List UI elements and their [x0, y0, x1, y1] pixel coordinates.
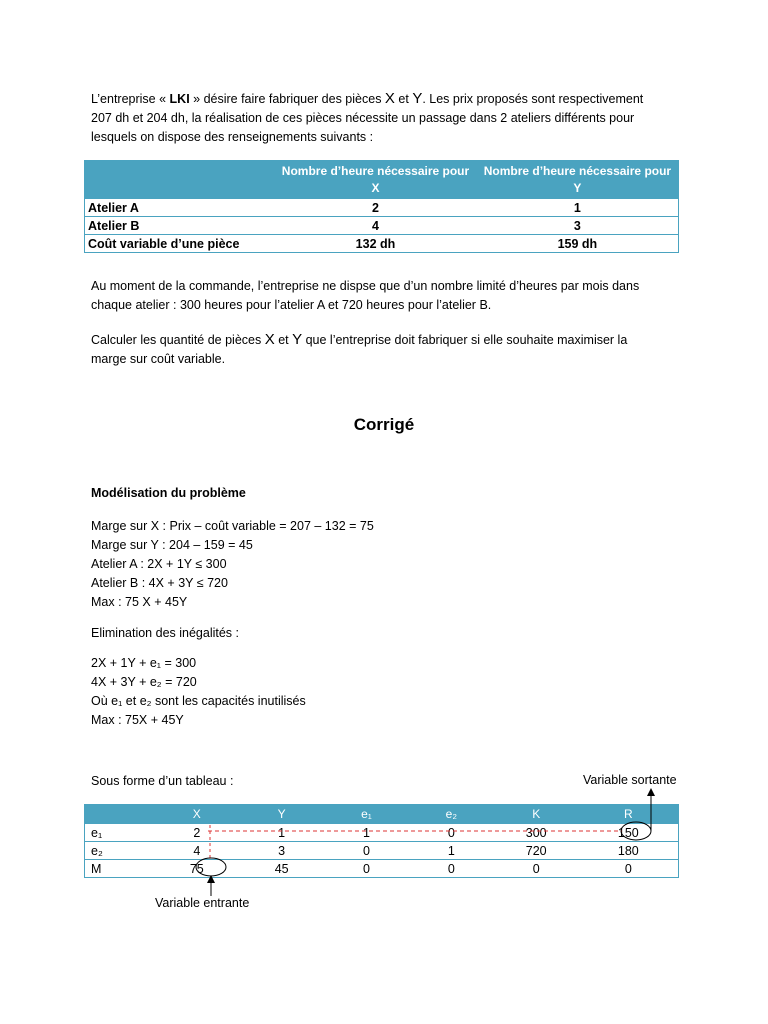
- model-line: Atelier A : 2X + 1Y ≤ 300: [91, 557, 227, 571]
- model-line: Atelier B : 4X + 3Y ≤ 720: [91, 576, 228, 590]
- intro-line-1: L’entreprise « LKI » désire faire fabriquer des pièces X et Y. Les prix proposés sont respectivement: [91, 90, 644, 107]
- capacity-line-1: Au moment de la commande, l’entreprise ne dispse que d’un nombre limité d’heures par mois dans: [91, 279, 640, 293]
- table-cell: 45: [239, 860, 324, 878]
- table-cell: 0: [409, 860, 494, 878]
- elimination-heading: Elimination des inégalités :: [91, 626, 239, 640]
- row-label: Atelier A: [85, 199, 275, 217]
- header-cell: R: [579, 805, 679, 824]
- model-line: Max : 75 X + 45Y: [91, 595, 188, 609]
- table-cell: 1: [239, 824, 324, 842]
- header-cell: K: [494, 805, 579, 824]
- table-cell: 159 dh: [477, 235, 679, 253]
- header-cell: Y: [239, 805, 324, 824]
- table-cell: 1: [477, 199, 679, 217]
- equation-2: 4X + 3Y + e₂ = 720: [91, 675, 197, 689]
- question-line-2: marge sur coût variable.: [91, 352, 226, 366]
- table-cell: 75: [154, 860, 239, 878]
- row-label: Coût variable d’une pièce: [85, 235, 275, 253]
- row-label: M: [85, 860, 155, 878]
- modelisation-heading: Modélisation du problème: [91, 486, 246, 500]
- question-line-1: Calculer les quantité de pièces X et Y que l’entreprise doit fabriquer si elle souhaite maximiser la: [91, 331, 628, 348]
- objective-line: Max : 75X + 45Y: [91, 713, 184, 727]
- header-cell: Nombre d’heure nécessaire pour X: [274, 161, 477, 199]
- header-cell: Nombre d’heure nécessaire pour Y: [477, 161, 679, 199]
- entering-circle: [196, 858, 226, 876]
- table-cell: 720: [494, 842, 579, 860]
- row-label: Atelier B: [85, 217, 275, 235]
- model-line: Marge sur Y : 204 – 159 = 45: [91, 538, 253, 552]
- table-cell: 0: [409, 824, 494, 842]
- ratio-circle: [621, 822, 651, 840]
- table-cell: 3: [477, 217, 679, 235]
- tableau-label: Sous forme d’un tableau :: [91, 774, 234, 788]
- table-cell: 300: [494, 824, 579, 842]
- row-label: e₂: [85, 842, 155, 860]
- table-cell: 4: [274, 217, 477, 235]
- table-cell: 4: [154, 842, 239, 860]
- capacity-line-2: chaque atelier : 300 heures pour l’atelier A et 720 heures pour l’atelier B.: [91, 298, 492, 312]
- table-cell: 2: [274, 199, 477, 217]
- table-cell: 1: [409, 842, 494, 860]
- table-cell: 0: [494, 860, 579, 878]
- row-label: e₁: [85, 824, 155, 842]
- table-cell: 3: [239, 842, 324, 860]
- intro-line-3: lesquels on dispose des renseignements suivants :: [91, 130, 374, 144]
- slack-note: Où e₁ et e₂ sont les capacités inutilisés: [91, 694, 306, 708]
- equation-1: 2X + 1Y + e₁ = 300: [91, 656, 197, 670]
- company-name: LKI: [169, 92, 190, 106]
- table-cell: 2: [154, 824, 239, 842]
- variable-sortante-label: Variable sortante: [583, 773, 677, 787]
- table-cell: 180: [579, 842, 679, 860]
- intro-line-2: 207 dh et 204 dh, la réalisation de ces pièces nécessite un passage dans 2 ateliers différents pour: [91, 111, 635, 125]
- table-cell: 1: [324, 824, 409, 842]
- table-cell: 132 dh: [274, 235, 477, 253]
- table-cell: 0: [324, 860, 409, 878]
- model-line: Marge sur X : Prix – coût variable = 207 – 132 = 75: [91, 519, 374, 533]
- header-cell: X: [154, 805, 239, 824]
- table-cell: 150: [579, 824, 679, 842]
- table-cell: 0: [579, 860, 679, 878]
- header-cell: e₁: [324, 805, 409, 824]
- corrige-heading: Corrigé: [353, 415, 415, 434]
- table-cell: 0: [324, 842, 409, 860]
- variable-entrante-label: Variable entrante: [155, 896, 250, 910]
- header-cell: e₂: [409, 805, 494, 824]
